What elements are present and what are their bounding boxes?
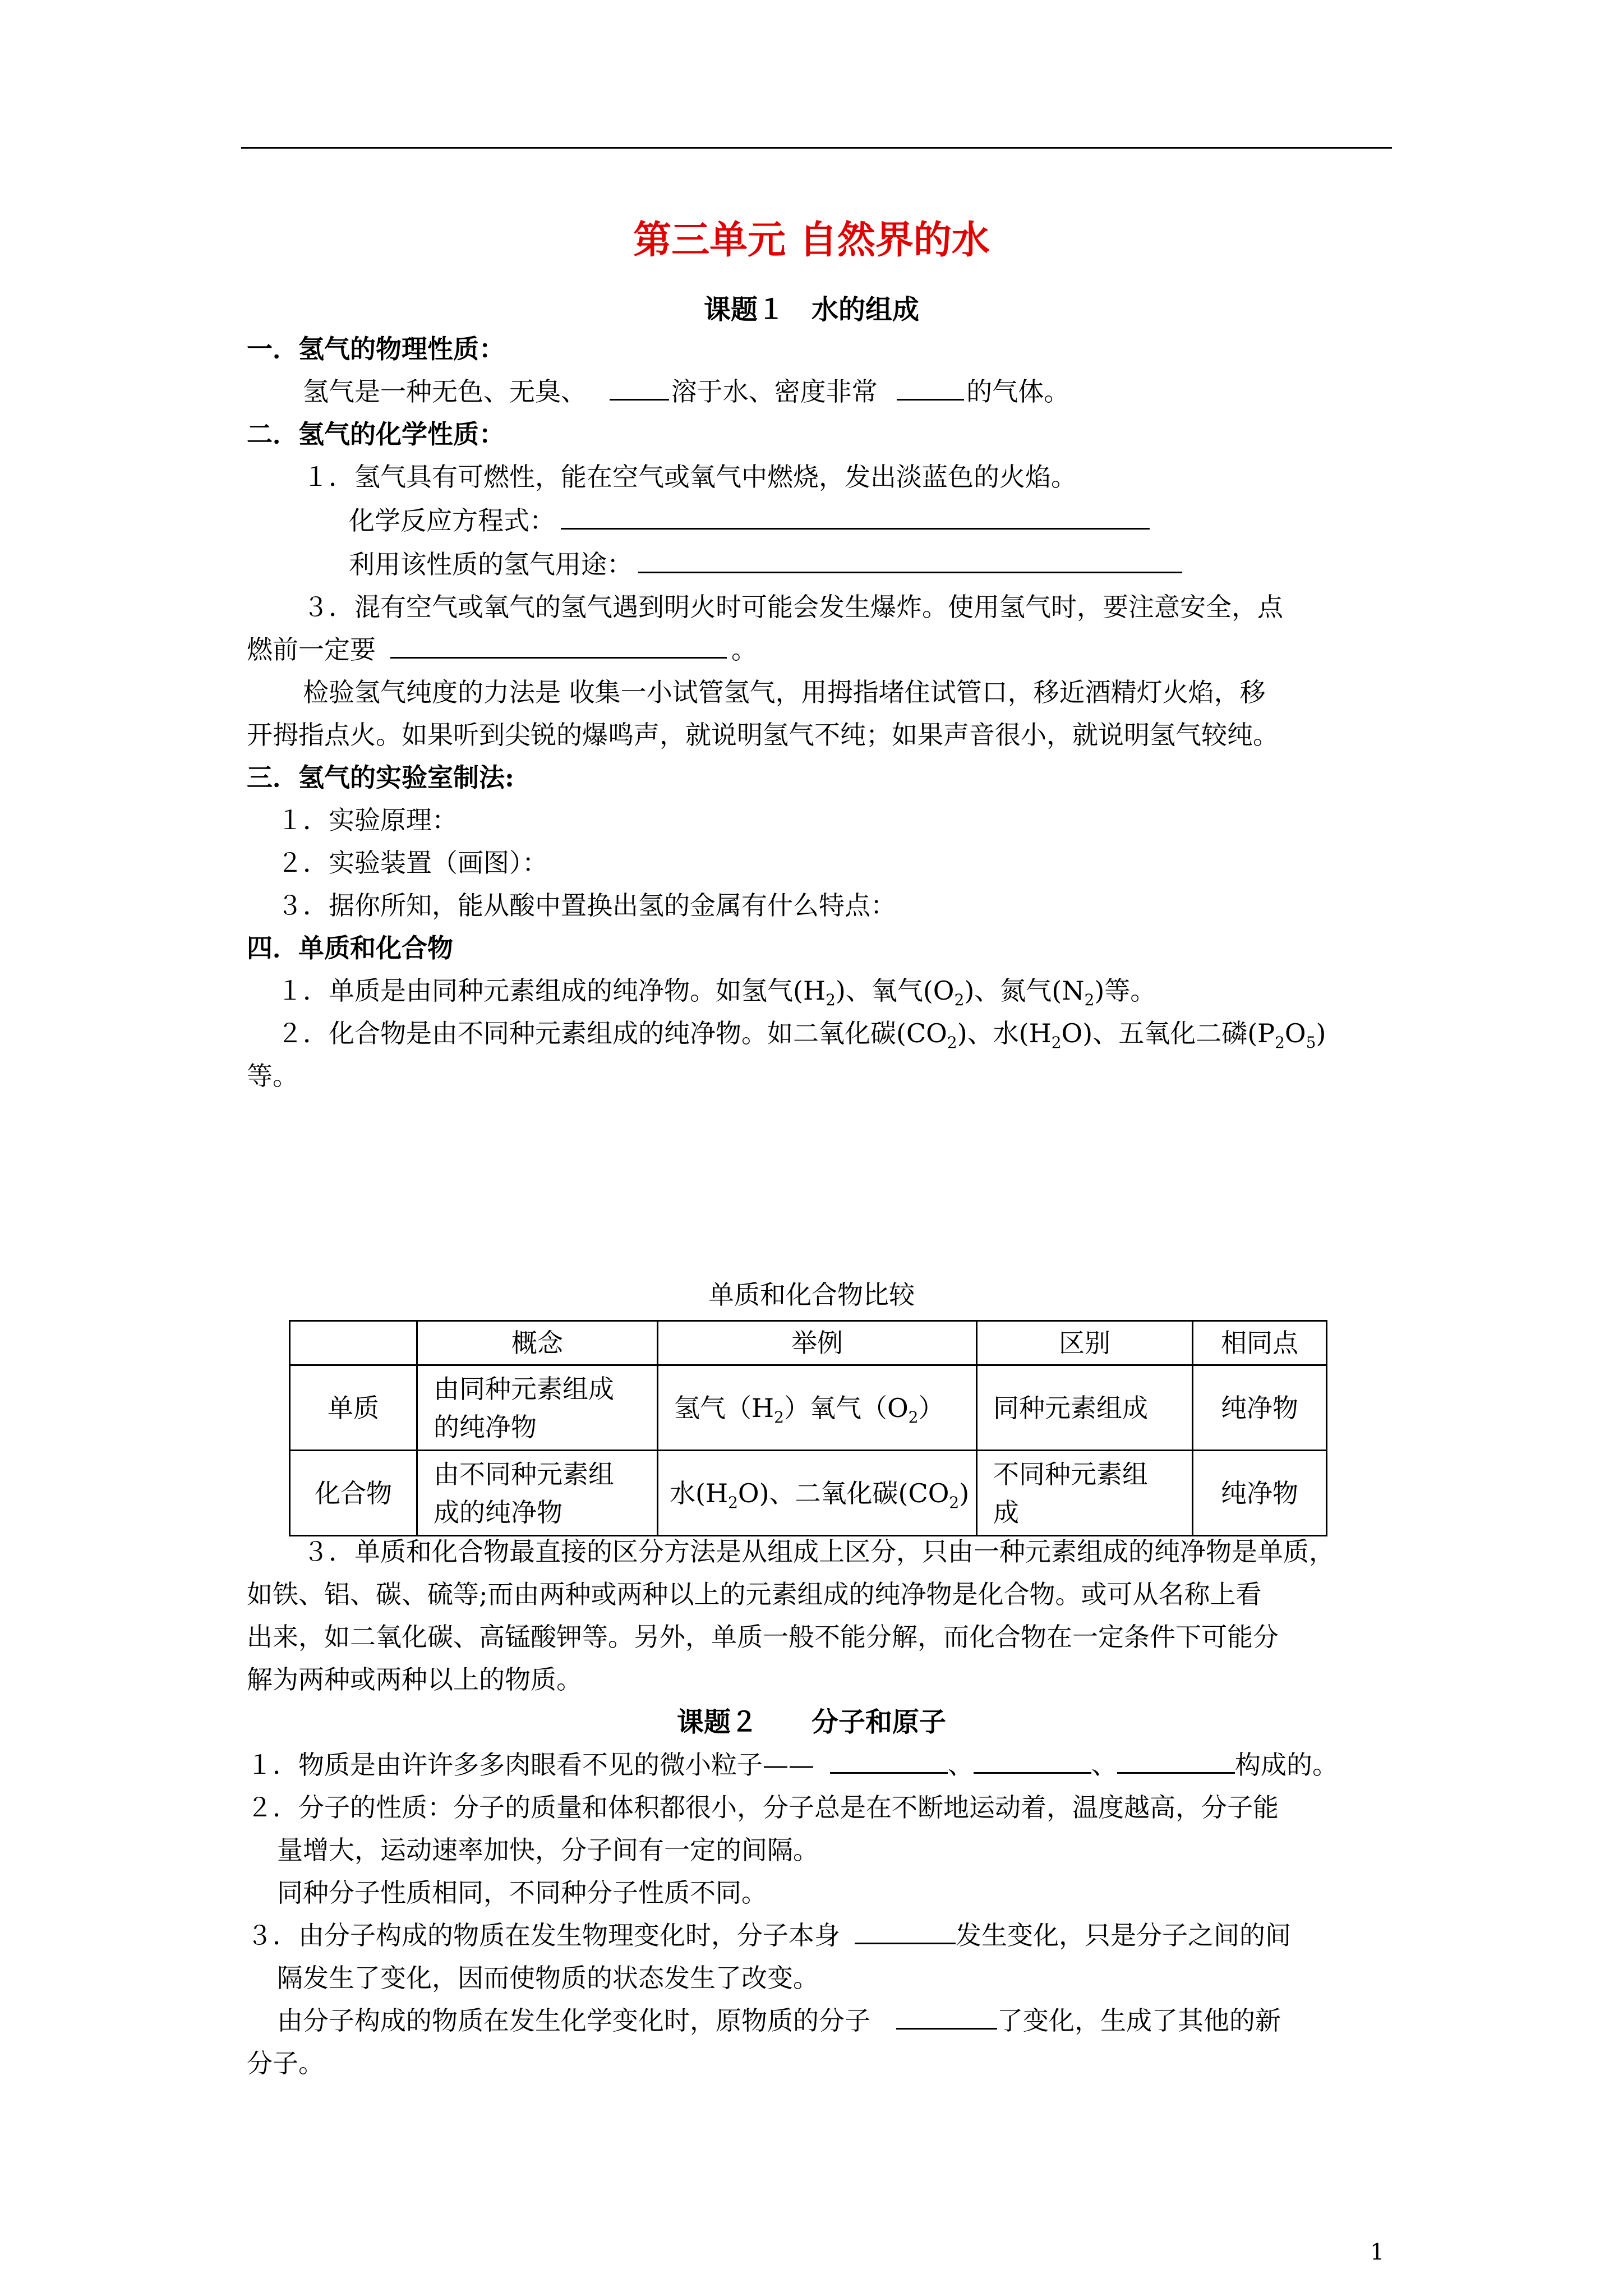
section4-item3-line2: 如铁、铝、碳、硫等;而由两种或两种以上的元素组成的纯净物是化合物。或可从名称上看 <box>247 1579 1262 1609</box>
section4-heading: 四．单质和化合物 <box>247 933 453 963</box>
section4-item2-cont: 等。 <box>247 1061 298 1091</box>
section3-item1: １．实验原理： <box>277 805 458 835</box>
table-row <box>290 1365 1327 1451</box>
section2-heading: 二．氢气的化学性质： <box>247 419 505 449</box>
section4-item3-line1: ３．单质和化合物最直接的区分方法是从组成上区分，只由一种元素组成的纯净物是单质， <box>303 1536 1335 1567</box>
section2-item1: １．氢气具有可燃性，能在空气或氧气中燃烧，发出淡蓝色的火焰。 <box>303 462 1077 492</box>
row-compound-example: 水$(H_2O)$、二氧化碳$(CO_2)$ <box>658 1451 977 1536</box>
table-header-example: 举例 <box>658 1321 977 1365</box>
row-element-example: 氢气$(H_2)$氧气$(O_2)$ <box>658 1365 977 1451</box>
lesson2-title: 课题２ 分子和原子 <box>676 1706 946 1738</box>
table-header-row <box>290 1321 1327 1365</box>
section4-item1: １．单质是由同种元素组成的纯净物。如氢气$(H_2)$、氧气$(O_2)$、氮气$(N_2)$等。 <box>277 976 1156 1010</box>
lesson2-item3-line3: 由分子构成的物质在发生化学变化时，原物质的分子 了变化，生成了其他的新 <box>277 2005 1281 2036</box>
section3-item2: ２．实验装置（画图）： <box>277 848 548 878</box>
equation-line: 化学反应方程式： <box>349 504 1150 537</box>
blank-chemical-change[interactable] <box>896 2005 997 2030</box>
table-header-blank <box>290 1321 417 1365</box>
section4-item3-line4: 解为两种或两种以上的物质。 <box>247 1664 582 1695</box>
section2-item3-line1: ３．混有空气或氧气的氢气遇到明火时可能会发生爆炸。使用氢气时，要注意安全，点 <box>303 592 1283 622</box>
lesson2-item2-line2: 量增大，运动速率加快，分子间有一定的间隔。 <box>277 1835 819 1865</box>
table-header-difference: 区别 <box>977 1321 1193 1365</box>
blank-usage[interactable] <box>638 549 1182 573</box>
blank-equation[interactable] <box>561 505 1150 530</box>
lesson2-item2-line3: 同种分子性质相同，不同种分子性质不同。 <box>277 1878 767 1908</box>
section4-item2: ２．化合物是由不同种元素组成的纯净物。如二氧化碳$(CO_2)$、水$(H_2O)$、五氧化二磷$(P_2O_5)$ <box>277 1018 1326 1052</box>
purity-test-line1: 检验氢气纯度的力法是 收集一小试管氢气，用拇指堵住试管口，移近酒精灯火焰，移 <box>303 677 1266 707</box>
blank-before-ignite[interactable] <box>390 634 727 659</box>
section3-item3: ３．据你所知，能从酸中置换出氢的金属有什么特点： <box>277 890 896 921</box>
section3-heading: 三．氢气的实验室制法: <box>247 762 514 793</box>
lesson2-item1: １．物质是由许许多多肉眼看不见的微小粒子—— 、 、 构成的。 <box>247 1750 1338 1780</box>
blank-solubility[interactable] <box>610 376 669 401</box>
purity-test-line2: 开拇指点火。如果听到尖锐的爆鸣声，就说明氢气不纯；如果声音很小，就说明氢气较纯。 <box>247 720 1279 750</box>
row-compound-difference: 不同种元素组 成 <box>977 1451 1193 1536</box>
row-element-name: 单质 <box>290 1365 417 1451</box>
blank-particle-1[interactable] <box>830 1750 948 1774</box>
comparison-table <box>289 1320 1327 1536</box>
blank-physical-change[interactable] <box>855 1920 956 1944</box>
row-element-difference: 同种元素组成 <box>977 1365 1193 1451</box>
page-number: 1 <box>1370 2239 1385 2265</box>
row-compound-name: 化合物 <box>290 1451 417 1536</box>
blank-particle-3[interactable] <box>1117 1750 1235 1774</box>
lesson1-title: 课题１ 水的组成 <box>703 294 919 325</box>
table-row <box>290 1451 1327 1536</box>
section1-text: 氢气是一种无色、无臭、 溶于水、密度非常 的气体。 <box>303 376 1070 407</box>
row-compound-concept: 由不同种元素组 成的纯净物 <box>417 1451 658 1536</box>
blank-density[interactable] <box>897 376 964 401</box>
row-compound-same: 纯净物 <box>1193 1451 1327 1536</box>
header-rule <box>241 147 1392 149</box>
unit-title: 第三单元 自然界的水 <box>633 218 990 263</box>
section4-item3-line3: 出来，如二氧化碳、高锰酸钾等。另外，单质一般不能分解，而化合物在一定条件下可能分 <box>247 1622 1279 1652</box>
lesson2-item2-line1: ２．分子的性质：分子的质量和体积都很小，分子总是在不断地运动着，温度越高，分子能 <box>247 1792 1279 1823</box>
table-caption: 单质和化合物比较 <box>708 1280 915 1310</box>
section1-heading: 一．氢气的物理性质： <box>247 334 505 364</box>
section2-item3-line2: 燃前一定要 。 <box>247 634 757 665</box>
lesson2-item3-line4: 分子。 <box>247 2048 324 2078</box>
table-header-same: 相同点 <box>1193 1321 1327 1365</box>
blank-particle-2[interactable] <box>974 1750 1091 1774</box>
lesson2-item3-line1: ３．由分子构成的物质在发生物理变化时，分子本身 发生变化，只是分子之间的间 <box>247 1920 1291 1950</box>
row-element-same: 纯净物 <box>1193 1365 1327 1451</box>
table-header-concept: 概念 <box>417 1321 658 1365</box>
usage-line: 利用该性质的氢气用途： <box>349 547 1182 581</box>
row-element-concept: 由同种元素组成 的纯净物 <box>417 1365 658 1451</box>
lesson2-item3-line2: 隔发生了变化，因而使物质的状态发生了改变。 <box>277 1963 819 1993</box>
